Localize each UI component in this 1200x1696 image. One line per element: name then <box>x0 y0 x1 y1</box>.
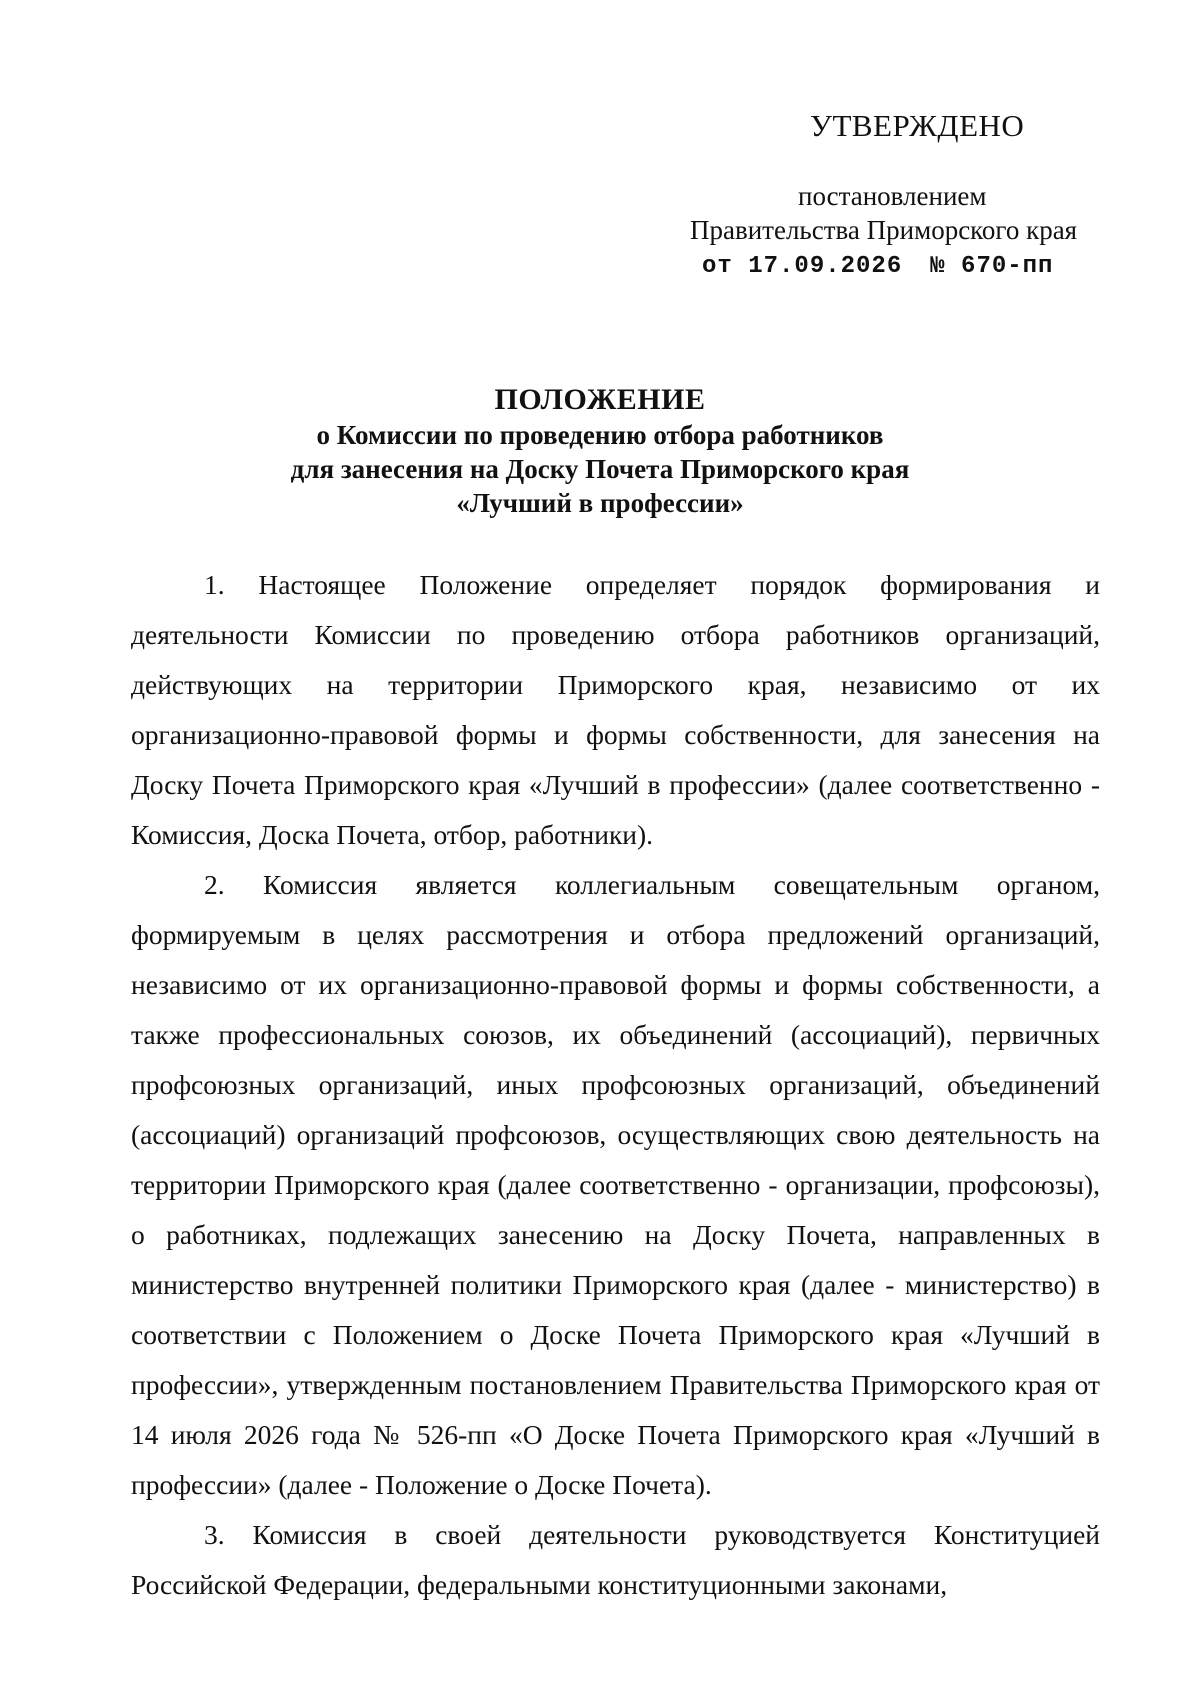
title-line-1: о Комиссии по проведению отбора работников <box>316 420 884 450</box>
decree-date-number-stamp <box>702 253 1053 280</box>
title-heading: ПОЛОЖЕНИЕ <box>494 383 706 416</box>
decree-by-text: постановлением <box>798 181 987 211</box>
title-line-2: для занесения на Доску Почета Приморского края <box>290 454 910 484</box>
paragraph-3: 3. Комиссия в своей деятельности руководствуется Конституцией Российской Федерации, федеральными конституционными законами, <box>131 1519 1100 1600</box>
approved-label: УТВЕРЖДЕНО <box>810 108 1025 143</box>
document-body <box>131 560 1100 1610</box>
title-line-3: «Лучший в профессии» <box>456 488 744 518</box>
decree-date: от 17.09.2026 <box>702 253 903 280</box>
decree-number: № 670-пп <box>930 253 1054 280</box>
paragraph-2: 2. Комиссия является коллегиальным совещательным органом, формируемым в целях рассмотрения и отбора предложений организаций, независимо от их организационно-правовой формы и формы собственности, а также профессиональных союзов, их объединений (ассоциаций), первичных профсоюзных организаций, иных профсоюзных организаций, объединений (ассоциаций) организаций профсоюзов, осуществляющих свою деятельность на территории Приморского края (далее соответственно - организации, профсоюзы), о работниках, подлежащих занесению на Доску Почета, направленных в министерство внутренней политики Приморского края (далее - министерство) в соответствии с Положением о Доске Почета Приморского края «Лучший в профессии», утвержденным постановлением Правительства Приморского края от 14 июля 2026 года № 526-пп «О Доске Почета Приморского края «Лучший в профессии» (далее - Положение о Доске Почета). <box>131 869 1100 1500</box>
document-title <box>0 382 1200 520</box>
paragraph-1: 1. Настоящее Положение определяет порядок формирования и деятельности Комиссии по проведению отбора работников организаций, действующих на территории Приморского края, независимо от их организационно-правовой формы и формы собственности, для занесения на Доску Почета Приморского края «Лучший в профессии» (далее соответственно - Комиссия, Доска Почета, отбор, работники). <box>131 569 1100 850</box>
government-text: Правительства Приморского края <box>690 215 1078 245</box>
